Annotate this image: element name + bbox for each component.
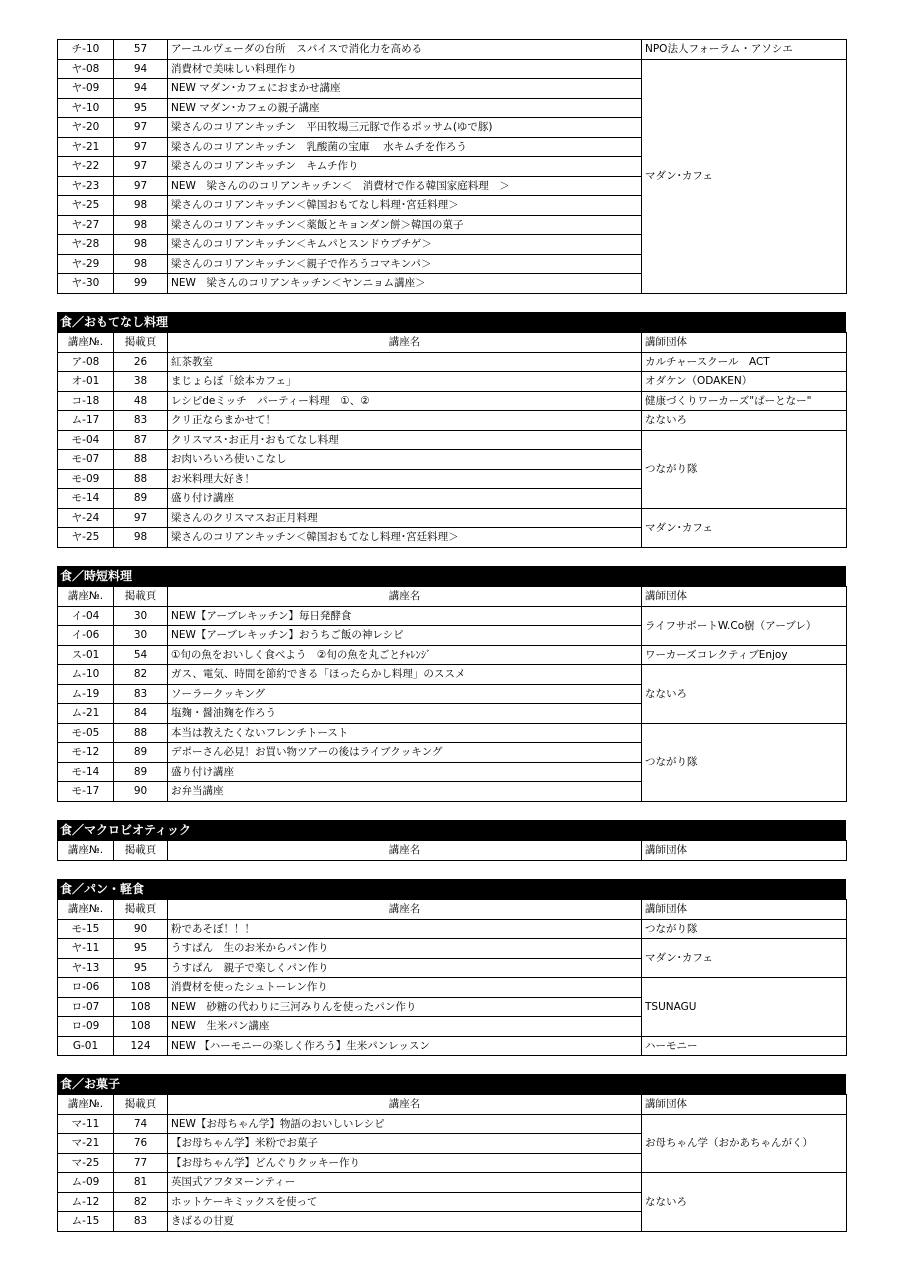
course-code: マ-21 [58,1134,114,1154]
course-table [57,586,847,802]
header-page: 掲載頁 [114,333,168,353]
course-code: ロ-09 [58,1017,114,1037]
instructor-group: マダン･カフェ [642,939,847,978]
page-number: 94 [114,59,168,79]
table-row [58,411,847,431]
course-code: ム-19 [58,684,114,704]
course-code: コ-18 [58,391,114,411]
course-name: うすぱん 生のお米からパン作り [168,939,642,959]
header-code: 講座№. [58,1095,114,1115]
course-name: 紅茶教室 [168,352,642,372]
course-name: NEW【アーブレキッチン】毎日発酵食 [168,606,642,626]
course-code: モ-07 [58,450,114,470]
course-name: アーユルヴェーダの台所 スパイスで消化力を高める [168,40,642,60]
page-number: 97 [114,118,168,138]
page-number: 88 [114,450,168,470]
course-section [57,820,846,861]
instructor-group: つながり隊 [642,430,847,508]
course-code: ロ-06 [58,978,114,998]
table-row [58,919,847,939]
course-table [57,840,847,861]
page-number: 108 [114,997,168,1017]
instructor-group: マダン･カフェ [642,59,847,293]
page-number: 97 [114,508,168,528]
course-name: 粉であそぼ！！！ [168,919,642,939]
course-section [57,879,846,1056]
course-code: ヤ-23 [58,176,114,196]
course-code: モ-04 [58,430,114,450]
table-header-row [58,841,847,861]
course-name: ソーラークッキング [168,684,642,704]
instructor-group: なないろ [642,1173,847,1232]
page-number: 95 [114,958,168,978]
page-number: 82 [114,665,168,685]
course-name: まじょらぼ「絵本カフェ」 [168,372,642,392]
table-header-row [58,900,847,920]
course-section [57,566,846,802]
table-header-row [58,333,847,353]
course-name: レシピdeミッチ パーティー料理 ①、② [168,391,642,411]
header-course: 講座名 [168,1095,642,1115]
page-number: 54 [114,645,168,665]
page-number: 98 [114,235,168,255]
course-name: 消費材で美味しい料理作り [168,59,642,79]
page-number: 81 [114,1173,168,1193]
course-code: イ-04 [58,606,114,626]
section-title: 食／マクロビオティック [57,820,846,840]
page-number: 90 [114,919,168,939]
instructor-group: ライフサポートW.Co樹（アーブレ） [642,606,847,645]
course-table [57,1094,847,1232]
header-instructor: 講師団体 [642,333,847,353]
page-number: 77 [114,1153,168,1173]
table-row [58,1173,847,1193]
course-code: ヤ-08 [58,59,114,79]
instructor-group: カルチャースクール ACT [642,352,847,372]
course-section [57,1074,846,1232]
course-code: チ-10 [58,40,114,60]
header-instructor: 講師団体 [642,587,847,607]
page-number: 97 [114,176,168,196]
instructor-group: つながり隊 [642,723,847,801]
course-code: マ-25 [58,1153,114,1173]
course-code: マ-11 [58,1114,114,1134]
course-code: ヤ-25 [58,528,114,548]
course-name: 【お母ちゃん学】米粉でお菓子 [168,1134,642,1154]
course-code: ヤ-22 [58,157,114,177]
page-number: 26 [114,352,168,372]
page-number: 74 [114,1114,168,1134]
section-title: 食／おもてなし料理 [57,312,846,332]
page-number: 98 [114,528,168,548]
course-code: イ-06 [58,626,114,646]
page-number: 30 [114,626,168,646]
table-row [58,1036,847,1056]
course-name: 梁さんのコリアンキッチン キムチ作り [168,157,642,177]
table-row [58,391,847,411]
table-row [58,508,847,528]
table-row [58,1114,847,1134]
course-table [57,332,847,548]
page-number: 97 [114,157,168,177]
course-name: デポーさん必見！お買い物ツアーの後はライブクッキング [168,743,642,763]
course-code: ヤ-13 [58,958,114,978]
course-code: オ-01 [58,372,114,392]
course-table [57,899,847,1056]
page-number: 88 [114,723,168,743]
instructor-group: お母ちゃん学（おかあちゃんがく） [642,1114,847,1173]
course-name: クリスマス･お正月･おもてなし料理 [168,430,642,450]
header-code: 講座№. [58,841,114,861]
header-page: 掲載頁 [114,841,168,861]
course-code: ヤ-10 [58,98,114,118]
course-code: ム-21 [58,704,114,724]
header-page: 掲載頁 [114,587,168,607]
header-instructor: 講師団体 [642,1095,847,1115]
course-name: 梁さんのコリアンキッチン＜薬飯とキョンダン餅＞韓国の菓子 [168,215,642,235]
page-number: 98 [114,254,168,274]
course-code: ム-09 [58,1173,114,1193]
page-number: 95 [114,98,168,118]
page-number: 38 [114,372,168,392]
course-name: 梁さんのクリスマスお正月料理 [168,508,642,528]
header-code: 講座№. [58,900,114,920]
instructor-group: 健康づくりワーカーズ"ぱーとなー" [642,391,847,411]
instructor-group: なないろ [642,411,847,431]
course-name: 消費材を使ったシュトーレン作り [168,978,642,998]
course-name: 英国式アフタヌーンティー [168,1173,642,1193]
course-name: NEW 梁さんののコリアンキッチン＜ 消費材で作る韓国家庭料理 ＞ [168,176,642,196]
instructor-group: つながり隊 [642,919,847,939]
course-code: ム-12 [58,1192,114,1212]
instructor-group: オダケン（ODAKEN） [642,372,847,392]
course-code: ヤ-09 [58,79,114,99]
page-number: 95 [114,939,168,959]
header-course: 講座名 [168,333,642,353]
course-name: クリ正ならまかせて！ [168,411,642,431]
course-name: 【お母ちゃん学】どんぐりクッキー作り [168,1153,642,1173]
header-code: 講座№. [58,333,114,353]
table-row [58,645,847,665]
page-number: 88 [114,469,168,489]
table-row [58,40,847,60]
page-number: 124 [114,1036,168,1056]
course-name: NEW【お母ちゃん学】物語のおいしいレシピ [168,1114,642,1134]
page-number: 98 [114,196,168,216]
course-name: NEW 生米パン講座 [168,1017,642,1037]
header-instructor: 講師団体 [642,900,847,920]
page-number: 83 [114,411,168,431]
course-code: ヤ-30 [58,274,114,294]
course-name: 梁さんのコリアンキッチン 平田牧場三元豚で作るポッサム(ゆで豚) [168,118,642,138]
page-number: 76 [114,1134,168,1154]
course-section [57,312,846,548]
course-name: 梁さんのコリアンキッチン 乳酸菌の宝庫 水キムチを作ろう [168,137,642,157]
page-number: 87 [114,430,168,450]
header-page: 掲載頁 [114,1095,168,1115]
table-row [58,978,847,998]
table-row [58,939,847,959]
course-name: 盛り付け講座 [168,489,642,509]
course-code: ヤ-20 [58,118,114,138]
instructor-group: TSUNAGU [642,978,847,1037]
course-name: お弁当講座 [168,782,642,802]
table-row [58,352,847,372]
instructor-group: ハーモニー [642,1036,847,1056]
course-code: ム-10 [58,665,114,685]
page-number: 99 [114,274,168,294]
table-row [58,372,847,392]
table-row [58,665,847,685]
page-number: 89 [114,762,168,782]
course-name: 盛り付け講座 [168,762,642,782]
table-header-row [58,1095,847,1115]
header-code: 講座№. [58,587,114,607]
header-instructor: 講師団体 [642,841,847,861]
course-name: NEW 砂糖の代わりに三河みりんを使ったパン作り [168,997,642,1017]
course-code: モ-09 [58,469,114,489]
page-number: 98 [114,215,168,235]
course-code: モ-15 [58,919,114,939]
course-name: NEW マダン･カフェの親子講座 [168,98,642,118]
course-code: モ-12 [58,743,114,763]
table-header-row [58,587,847,607]
instructor-group: マダン･カフェ [642,508,847,547]
page-number: 84 [114,704,168,724]
page-number: 108 [114,978,168,998]
section-title: 食／お菓子 [57,1074,846,1094]
page-number: 48 [114,391,168,411]
course-name: 本当は教えたくないフレンチトースト [168,723,642,743]
course-code: ヤ-29 [58,254,114,274]
course-code: モ-14 [58,489,114,509]
table-row [58,430,847,450]
course-name: きばるの甘夏 [168,1212,642,1232]
course-code: ヤ-27 [58,215,114,235]
course-code: モ-17 [58,782,114,802]
course-name: NEW マダン･カフェにおまかせ講座 [168,79,642,99]
course-name: うすぱん 親子で楽しくパン作り [168,958,642,978]
course-name: NEW【アーブレキッチン】おうちご飯の神レシピ [168,626,642,646]
header-page: 掲載頁 [114,900,168,920]
page-number: 97 [114,137,168,157]
course-code: ヤ-11 [58,939,114,959]
header-course: 講座名 [168,841,642,861]
course-code: ロ-07 [58,997,114,1017]
section-title: 食／パン・軽食 [57,879,846,899]
page-number: 57 [114,40,168,60]
course-code: ム-15 [58,1212,114,1232]
course-table [57,39,847,294]
course-name: ①旬の魚をおいしく食べよう ②旬の魚を丸ごとﾁｬﾚﾝｼﾞ [168,645,642,665]
header-course: 講座名 [168,587,642,607]
course-name: 梁さんのコリアンキッチン＜韓国おもてなし料理･宮廷料理＞ [168,196,642,216]
course-section [57,39,846,294]
course-code: ヤ-24 [58,508,114,528]
page-number: 30 [114,606,168,626]
course-name: 梁さんのコリアンキッチン＜韓国おもてなし料理･宮廷料理＞ [168,528,642,548]
page-number: 94 [114,79,168,99]
course-name: 塩麹・醤油麹を作ろう [168,704,642,724]
course-name: ガス、電気、時間を節約できる「ほったらかし料理」のススメ [168,665,642,685]
course-name: お米料理大好き！ [168,469,642,489]
page-number: 108 [114,1017,168,1037]
course-code: ア-08 [58,352,114,372]
course-name: ホットケーキミックスを使って [168,1192,642,1212]
course-code: ム-17 [58,411,114,431]
course-code: ヤ-28 [58,235,114,255]
instructor-group: なないろ [642,665,847,724]
page-number: 83 [114,684,168,704]
course-code: ヤ-21 [58,137,114,157]
course-code: G-01 [58,1036,114,1056]
section-title: 食／時短料理 [57,566,846,586]
instructor-group: ワーカーズコレクティブEnjoy [642,645,847,665]
course-code: モ-14 [58,762,114,782]
page-number: 83 [114,1212,168,1232]
table-row [58,606,847,626]
course-code: ス-01 [58,645,114,665]
course-name: NEW 梁さんのコリアンキッチン＜ヤンニョム講座＞ [168,274,642,294]
table-row [58,59,847,79]
course-name: 梁さんのコリアンキッチン＜親子で作ろうコマキンパ＞ [168,254,642,274]
course-name: NEW 【ハーモニーの楽しく作ろう】生米パンレッスン [168,1036,642,1056]
header-course: 講座名 [168,900,642,920]
page-number: 89 [114,489,168,509]
page-number: 82 [114,1192,168,1212]
instructor-group: NPO法人フォーラム・アソシエ [642,40,847,60]
table-row [58,723,847,743]
course-code: ヤ-25 [58,196,114,216]
course-name: 梁さんのコリアンキッチン＜キムパとスンドウブチゲ＞ [168,235,642,255]
course-code: モ-05 [58,723,114,743]
page-number: 89 [114,743,168,763]
page-number: 90 [114,782,168,802]
course-name: お肉いろいろ使いこなし [168,450,642,470]
